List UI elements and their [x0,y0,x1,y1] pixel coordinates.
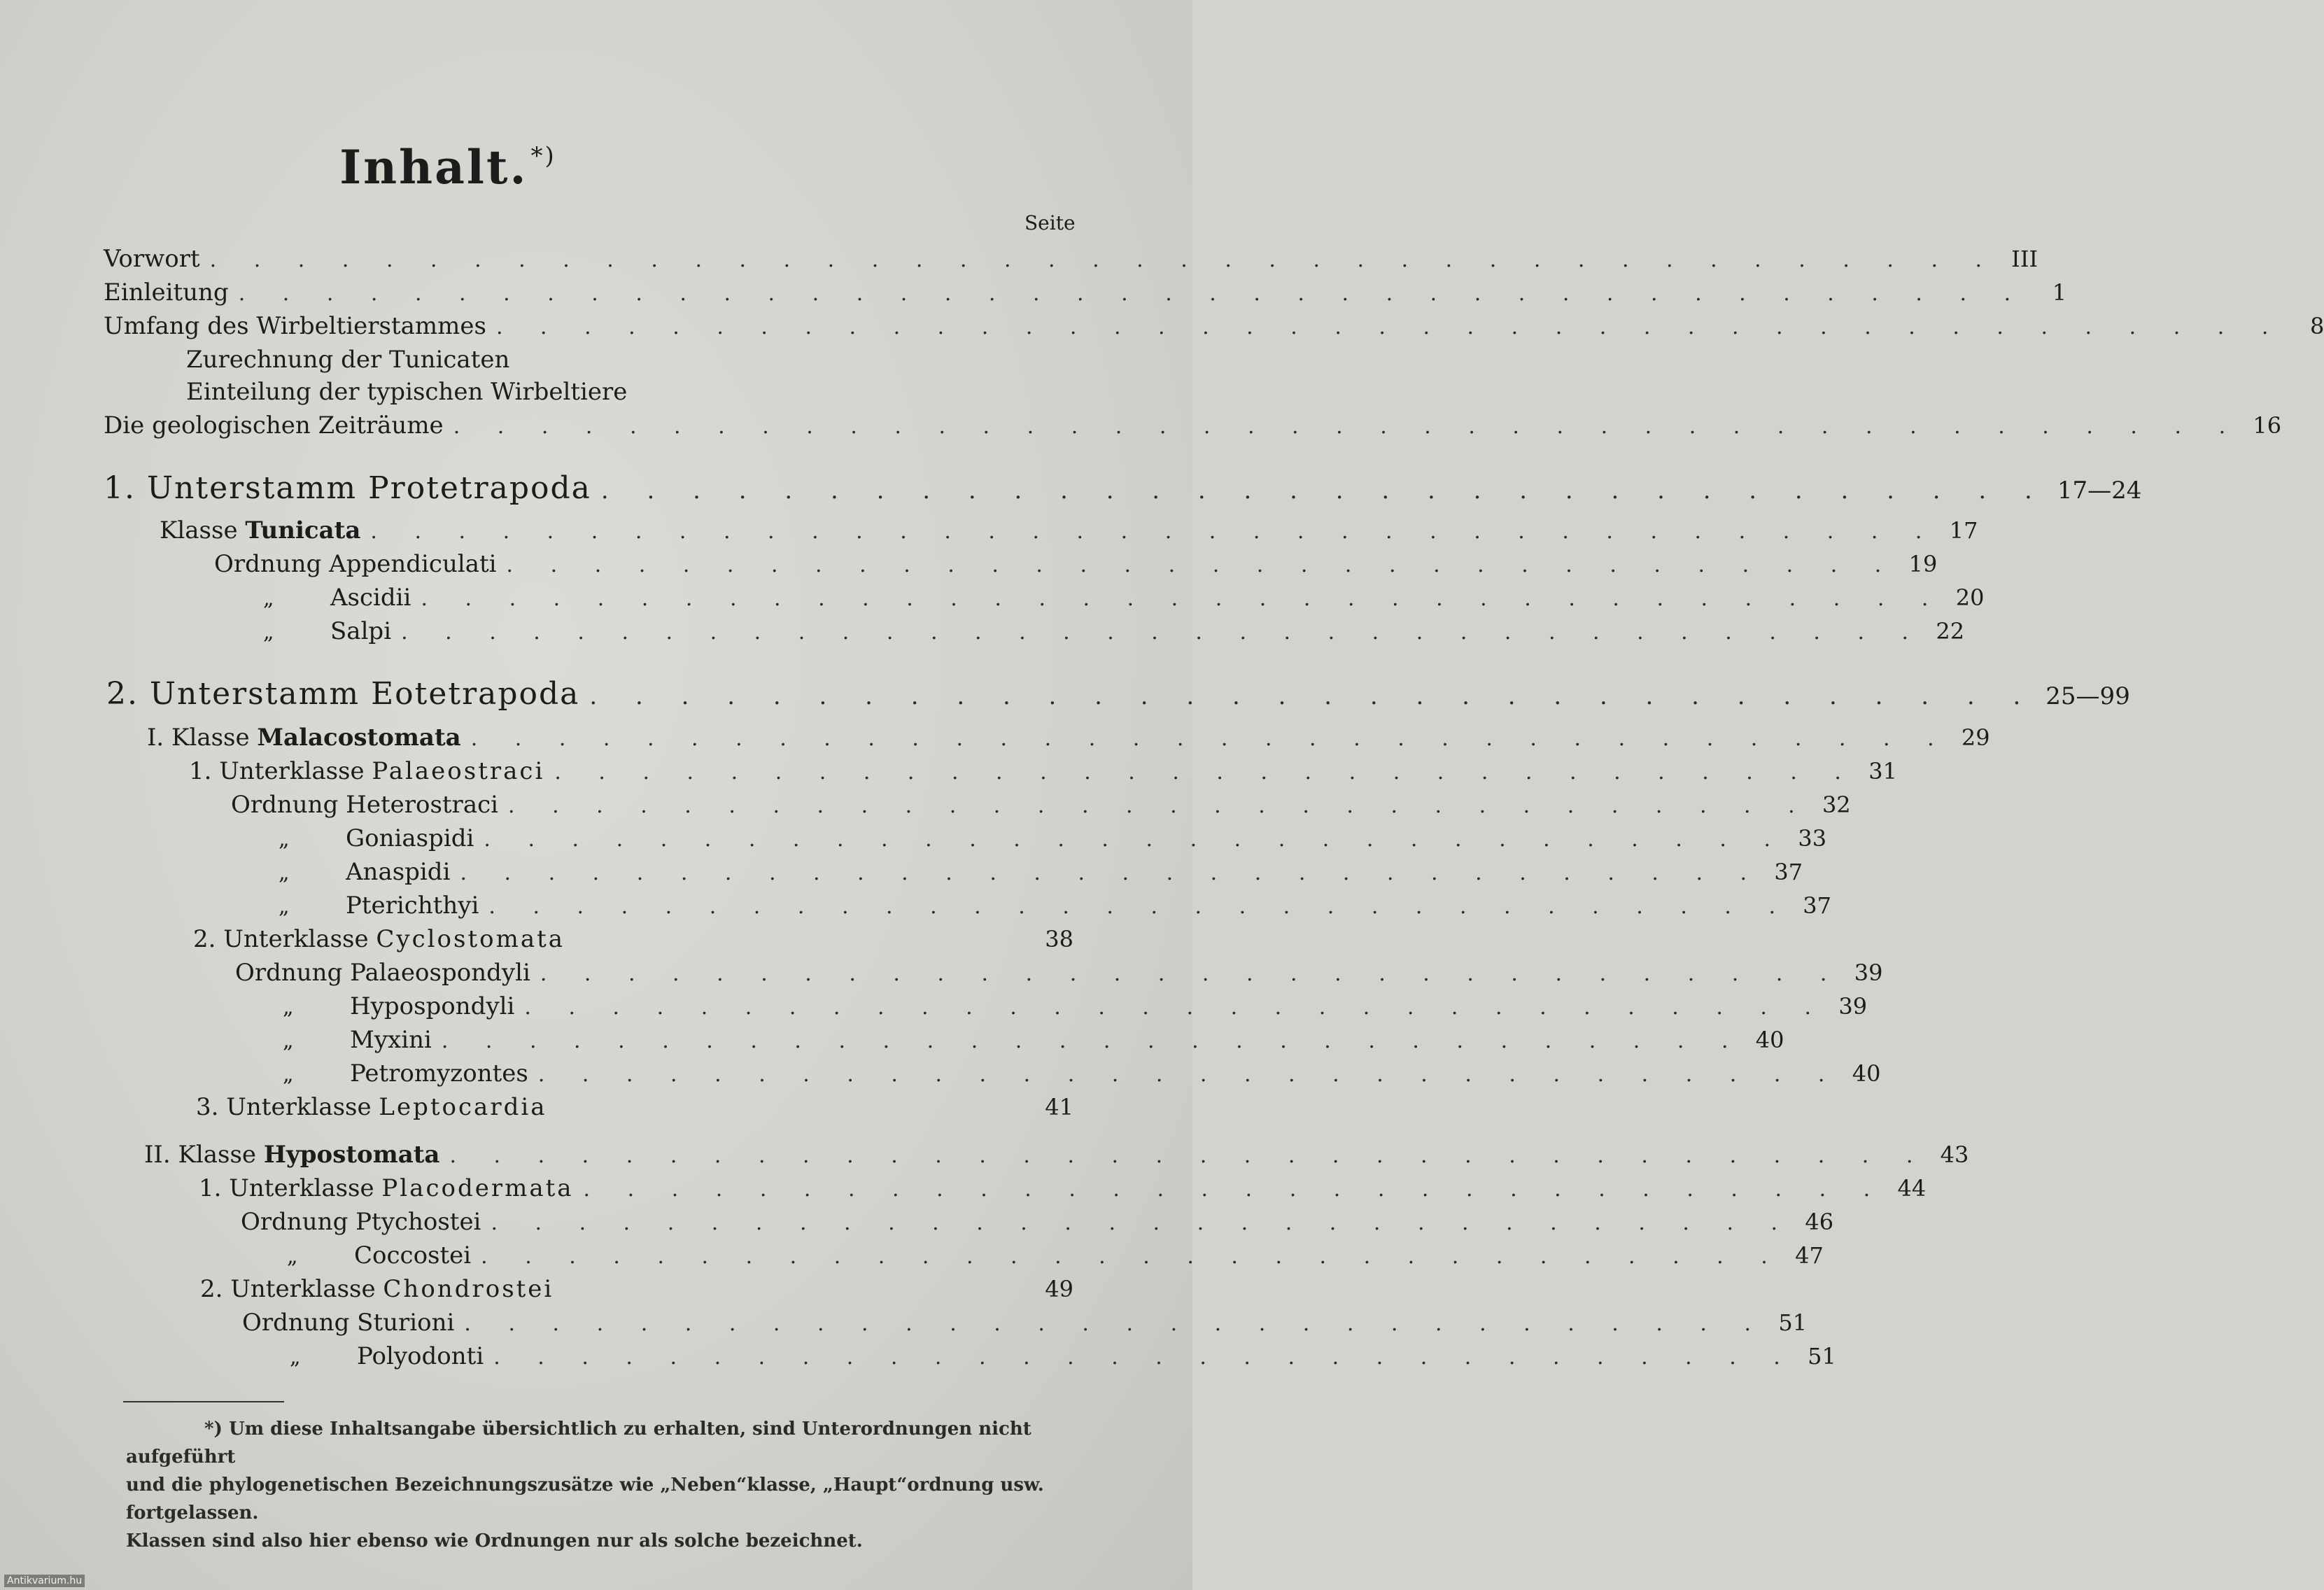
entry-page: 37 [1774,859,1803,885]
leader-dots: . . . . . . . . . . . . . . . . . . . . . . . . . . . . . . [508,794,1810,818]
entry-prefix: II. Klasse [144,1141,257,1169]
entry-prefix: Ordnung [214,550,322,578]
toc-entry-goniaspidi [279,824,1827,855]
toc-entry-leptocardia [196,1093,1073,1124]
entry-page: 32 [1822,792,1851,818]
entry-label: Goniaspidi [346,824,474,852]
section-label: 1. Unterstamm Protetrapoda [104,470,591,506]
toc-entry-cyclostomata [193,925,1073,956]
entry-page: 47 [1795,1242,1824,1269]
leader-dots: . . . . . . . . . . . . . . . . . . . . . . . . . . . . . . [481,1244,1783,1269]
leader-dots: . . . . . . . . . . . . . . . . . . . . . . . . . . . . . . [484,827,1787,852]
entry-label: Palaeostraci [372,757,545,785]
toc-entry-ascidii [263,584,1985,614]
leader-dots: . . . . . . . . . . . . . . . . . . . . . . . . . . . . . . . . [600,477,2048,505]
toc-entry-vorwort [104,245,2038,276]
entry-label: Malacostomata [257,724,461,752]
entry-page: 39 [1854,959,1883,986]
ditto-mark: „ [283,995,294,1020]
entry-page: 29 [1961,724,1990,751]
leader-dots: . . . . . . . . . . . . . . . . . . . . . . . . . . . . . . [537,1062,1840,1087]
entry-page: 31 [1868,758,1897,785]
entry-page: 49 [1045,1276,1073,1302]
leader-dots: . . . . . . . . . . . . . . . . . . . . . . . . . . . . . . [460,861,1763,885]
entry-prefix: Ordnung [242,1309,350,1337]
leader-dots: . . . . . . . . . . . . . . . . . . . . . . . . . . . . . . [524,995,1827,1020]
ditto-mark: „ [279,827,290,852]
leader-dots: . . . . . . . . . . . . . . . . . . . . . . . . . . . . . . [493,1345,1796,1370]
title-footnote-mark: *) [530,142,556,170]
entry-page: 51 [1778,1309,1808,1336]
leader-dots: . . . . . . . . . . . . . . . . . . . . . . . . . . . . . . . . . . . . . . . . . [495,315,2284,339]
entry-label: Palaeospondyli [350,959,530,987]
entry-page: 37 [1803,892,1832,919]
ditto-mark: „ [283,1062,294,1087]
ditto-mark: „ [279,861,290,885]
leader-dots: . . . . . . . . . . . . . . . . . . . . . . . . . . . . . . [441,1029,1744,1053]
entry-prefix: Ordnung [241,1208,348,1236]
entry-page: 1 [2052,279,2067,306]
toc-entry-coccostei [287,1241,1824,1272]
leader-dots: . . . . . . . . . . . . . . . . . . . . . . . . . . . . . . . . . . . . . . . . . [209,248,1998,272]
entry-label: Salpi [330,617,392,645]
ditto-mark: „ [263,620,274,645]
leader-dots: . . . . . . . . . . . . . . . . . . . . . . . . . . . . . . [540,962,1843,986]
toc-entry-myxini [283,1026,1784,1057]
footnote-line: und die phylogenetischen Bezeichnungszusätze wie „Neben“klasse, „Haupt“ordnung usw. fortgelassen. [126,1475,1044,1524]
toc-entry-pterichthyi [279,892,1832,922]
entry-label: Vorwort [104,245,200,273]
entry-page: III [2011,246,2038,272]
toc-entry-heterostraci [231,791,1851,822]
leader-dots: . . . . . . . . . . . . . . . . . . . . . . . . . . . . . . [491,1211,1794,1235]
leader-dots: . . . . . . . . . . . . . . . . . . . . . . . . . . . . . . [488,894,1791,919]
leader-dots: . . . . . . . . . . . . . . . . . . . . . . . . . . . . . . . . . . [470,726,1950,751]
entry-label: Hypostomata [263,1141,440,1169]
toc-entry-hypostomata [144,1141,1969,1172]
entry-page: 38 [1045,926,1073,952]
toc-entry-umfang [104,312,2324,343]
entry-label: Ptychostei [355,1208,481,1236]
page-column-header: Seite [1024,211,1076,234]
leader-dots: . . . . . . . . . . . . . . . . . . . . . . . . . . . . . . [554,760,1857,785]
toc-entry-malacostomata [147,724,1990,754]
entry-page: 41 [1045,1094,1073,1120]
leader-dots: . . . . . . . . . . . . . . . . . . . . . . . . . . . . . . . . [506,553,1897,577]
toc-subentry-zurechnung [186,346,1073,377]
toc-entry-salpi [263,617,1965,648]
entry-label: Petromyzontes [350,1060,528,1088]
toc-entry-zeitraeume [104,411,2282,442]
leader-dots: . . . . . . . . . . . . . . . . . . . . . . . . . . . . . . [464,1311,1767,1336]
entry-page: 8 [2310,313,2324,339]
entry-prefix: Ordnung [231,791,339,819]
leader-dots: . . . . . . . . . . . . . . . . . . . . . . . . . . . . . . . . . . [449,1144,1929,1168]
entry-prefix: 2. Unterklasse [193,925,369,953]
toc-entry-hypospondyli [283,992,1868,1023]
leader-dots: . . . . . . . . . . . . . . . . . . . . . . . . . . . . . . [583,1177,1886,1202]
entry-page: 44 [1897,1175,1927,1202]
leader-dots: . . . . . . . . . . . . . . . . . . . . . . . . . . . . . . . . . . . [401,620,1924,645]
entry-prefix: 1. Unterklasse [189,757,365,785]
toc-section-protetrapoda [104,470,2142,509]
entry-label: Einleitung [104,279,229,307]
toc-entry-anaspidi [279,858,1803,889]
entry-page: 43 [1940,1141,1969,1168]
leader-dots: . . . . . . . . . . . . . . . . . . . . . . . . . . . . . . . . . . . . . . . . . [453,414,2241,439]
entry-page: 20 [1955,584,1985,611]
entry-page: 39 [1838,993,1868,1020]
toc-entry-einleitung [104,279,2067,309]
entry-label: Hypospondyli [350,992,515,1020]
title-text: Inhalt. [339,140,528,195]
entry-page: 22 [1936,618,1965,645]
entry-label: Heterostraci [346,791,499,819]
footnote-line: *) Um diese Inhaltsangabe übersichtlich zu erhalten, sind Unterordnungen nicht aufgeführt [126,1419,1031,1468]
ditto-mark: „ [279,894,290,919]
entry-prefix: I. Klasse [147,724,250,752]
ditto-mark: „ [290,1345,301,1370]
toc-entry-tunicata [160,516,1978,547]
entry-label: Cyclostomata [376,925,565,953]
watermark-credit: Antikvarium.hu [4,1575,85,1587]
toc-section-eotetrapoda [106,676,2130,715]
toc-entry-petromyzontes [283,1060,1881,1090]
toc-entry-polyodonti [290,1342,1836,1373]
toc-entry-ptychostei [241,1208,1834,1239]
entry-page: 46 [1805,1209,1834,1235]
section-pages: 25—99 [2045,682,2130,710]
entry-page: 19 [1908,551,1938,577]
entry-label: Pterichthyi [346,892,479,920]
toc-entry-sturioni [242,1309,1808,1339]
entry-label: Tunicata [245,516,361,544]
entry-label: Umfang des Wirbeltierstammes [104,312,486,340]
footnote-rule [123,1401,284,1402]
toc-entry-chondrostei [200,1275,1073,1306]
entry-prefix: 2. Unterklasse [200,1275,376,1303]
entry-label: Zurechnung der Tunicaten [186,346,510,374]
entry-page: 17 [1949,517,1978,544]
entry-label: Ascidii [330,584,411,612]
ditto-mark: „ [263,586,274,611]
leader-dots: . . . . . . . . . . . . . . . . . . . . . . . . . . . . . . . . . . . . . . . . . [238,281,2027,306]
toc-entry-palaeostraci [189,757,1897,788]
leader-dots: . . . . . . . . . . . . . . . . . . . . . . . . . . . . . . . . . . . . [370,519,1938,544]
entry-prefix: 1. Unterklasse [199,1174,374,1202]
ditto-mark: „ [287,1244,298,1269]
toc-entry-appendiculati [214,550,1938,581]
entry-label: Appendiculati [329,550,497,578]
entry-label: Leptocardia [379,1093,547,1121]
section-label: 2. Unterstamm Eotetrapoda [106,676,580,712]
toc-entry-palaeospondyli [235,959,1883,990]
section-pages: 17—24 [2057,477,2142,505]
entry-label: Anaspidi [346,858,451,886]
entry-label: Myxini [350,1026,432,1054]
page-title [0,140,896,195]
entry-page: 16 [2253,412,2282,439]
entry-page: 51 [1808,1343,1836,1370]
ditto-mark: „ [283,1029,294,1053]
toc-subentry-einteilung [186,378,1073,409]
entry-label: Coccostei [354,1241,472,1269]
toc-entry-placodermata [199,1174,1927,1205]
leader-dots: . . . . . . . . . . . . . . . . . . . . . . . . . . . . . . . . . . . [421,586,1944,611]
entry-page: 40 [1755,1027,1784,1053]
entry-page: 40 [1852,1060,1881,1087]
leader-dots: . . . . . . . . . . . . . . . . . . . . . . . . . . . . . . . . [589,682,2036,710]
entry-label: Polyodonti [357,1342,484,1370]
entry-label: Einteilung der typischen Wirbeltiere [186,378,628,406]
entry-page: 33 [1798,825,1827,852]
entry-prefix: Ordnung [235,959,343,987]
entry-label: Sturioni [357,1309,455,1337]
footnote [126,1415,1092,1555]
entry-prefix: 3. Unterklasse [196,1093,372,1121]
footnote-line: Klassen sind also hier ebenso wie Ordnungen nur als solche bezeichnet. [126,1531,863,1552]
entry-label: Chondrostei [383,1275,554,1303]
entry-label: Placodermata [381,1174,574,1202]
entry-prefix: Klasse [160,516,238,544]
entry-label: Die geologischen Zeiträume [104,411,444,439]
